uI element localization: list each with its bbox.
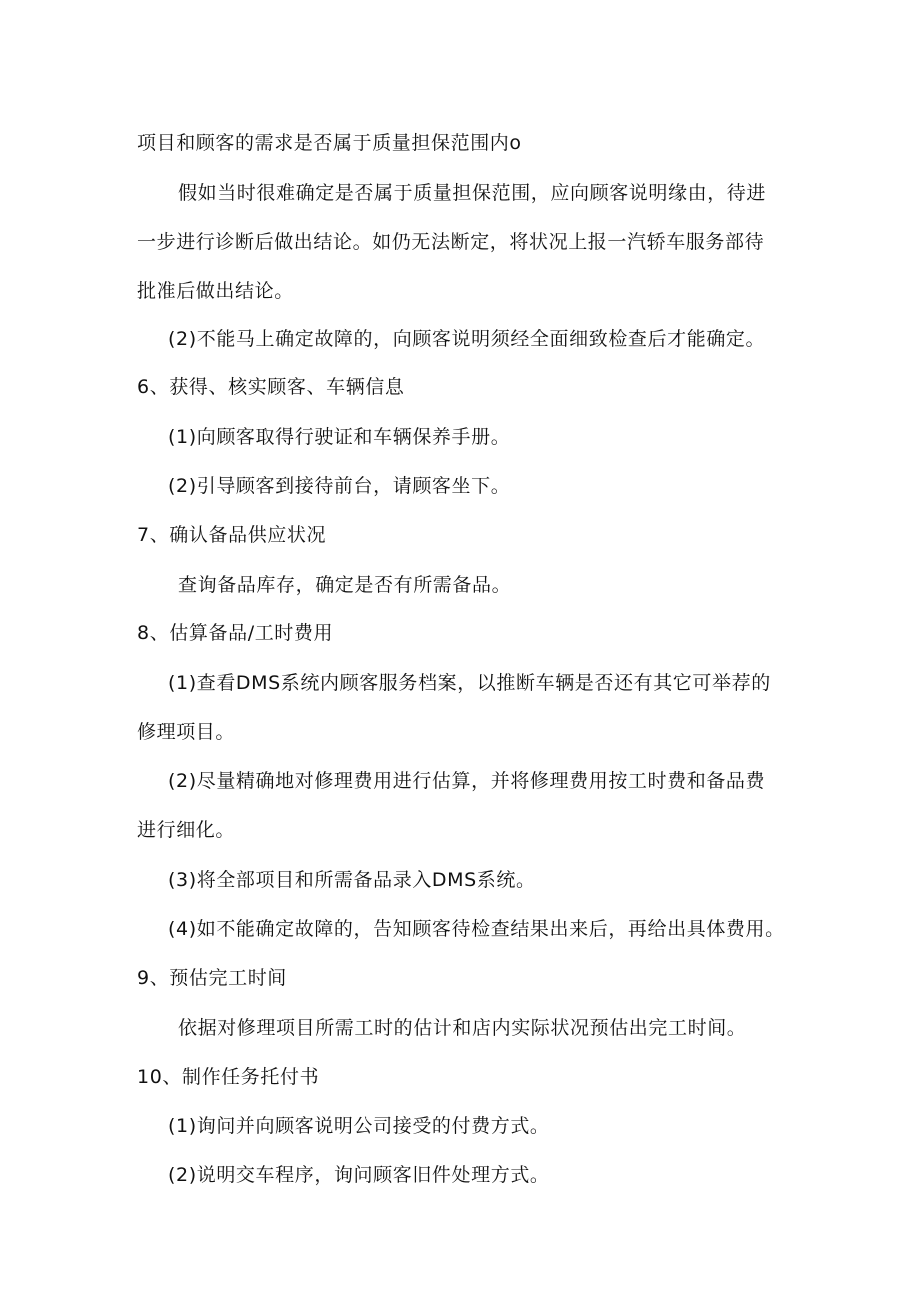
section-heading: 6、获得、核实顾客、车辆信息 <box>137 376 405 398</box>
list-item: (2)引导顾客到接待前台，请顾客坐下。 <box>168 475 511 497</box>
paragraph-line: 一步进行诊断后做出结论。如仍无法断定，将状况上报一汽轿车服务部待 <box>137 231 765 253</box>
list-item: (1)向顾客取得行驶证和车辆保养手册。 <box>168 426 511 448</box>
section-heading: 9、预估完工时间 <box>137 967 287 989</box>
paragraph-line: 进行细化。 <box>137 819 236 841</box>
list-item: (2)尽量精确地对修理费用进行估算，并将修理费用按工时费和备品费 <box>168 770 766 792</box>
section-heading: 8、估算备品/工时费用 <box>137 622 334 644</box>
paragraph-line: 修理项目。 <box>137 721 236 743</box>
paragraph-line: 查询备品库存，确定是否有所需备品。 <box>178 574 512 596</box>
section-heading: 10、制作任务托付书 <box>137 1066 320 1088</box>
list-item: (2)说明交车程序，询问顾客旧件处理方式。 <box>168 1164 550 1186</box>
list-item: (2)不能马上确定故障的，向顾客说明须经全面细致检查后才能确定。 <box>168 328 766 350</box>
section-heading: 7、确认备品供应状况 <box>137 524 327 546</box>
list-item: (1)查看DMS系统内顾客服务档案，以推断车辆是否还有其它可举荐的 <box>168 672 771 694</box>
list-item: (3)将全部项目和所需备品录入DMS系统。 <box>168 869 536 891</box>
paragraph-line: 依据对修理项目所需工时的估计和店内实际状况预估出完工时间。 <box>178 1017 747 1039</box>
paragraph-line: 假如当时很难确定是否属于质量担保范围，应向顾客说明缘由，待进 <box>178 182 767 204</box>
paragraph-line: 项目和顾客的需求是否属于质量担保范围内o <box>137 132 522 154</box>
paragraph-line: 批准后做出结论。 <box>137 280 294 302</box>
list-item: (1)询问并向顾客说明公司接受的付费方式。 <box>168 1115 550 1137</box>
list-item: (4)如不能确定故障的，告知顾客待检查结果出来后，再给出具体费用。 <box>168 918 785 940</box>
